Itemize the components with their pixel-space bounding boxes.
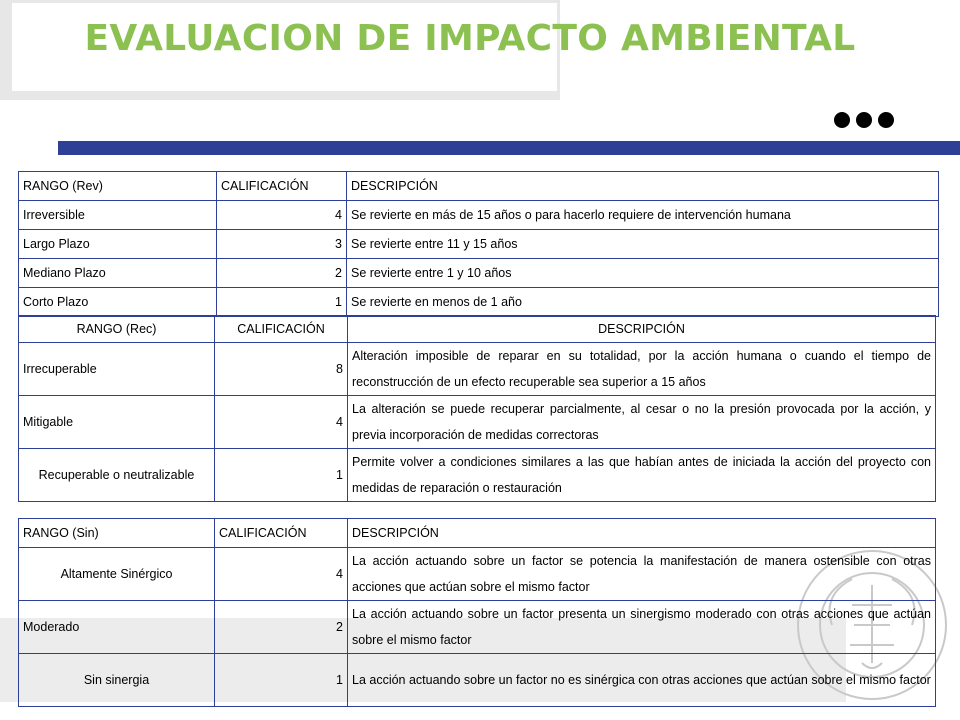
cell-rango: Altamente Sinérgico bbox=[19, 548, 215, 601]
table-row bbox=[19, 288, 939, 317]
cell-descripcion: La alteración se puede recuperar parcialmente, al cesar o no la presión provocada por la acción, y previa incorporación de medidas correctoras bbox=[348, 396, 936, 449]
table-row bbox=[19, 548, 936, 601]
header-cell: CALIFICACIÓN bbox=[217, 172, 347, 201]
cell-rango: Moderado bbox=[19, 601, 215, 654]
cell-calificacion: 2 bbox=[217, 259, 347, 288]
cell-calificacion: 1 bbox=[217, 288, 347, 317]
table-header-row bbox=[19, 172, 939, 201]
cell-rango: Corto Plazo bbox=[19, 288, 217, 317]
cell-calificacion: 1 bbox=[215, 449, 348, 502]
cell-descripcion: Permite volver a condiciones similares a las que habían antes de iniciada la acción del proyecto con medidas de reparación o restauración bbox=[348, 449, 936, 502]
header-cell: CALIFICACIÓN bbox=[215, 519, 348, 548]
cell-calificacion: 4 bbox=[215, 548, 348, 601]
cell-descripcion: Se revierte en más de 15 años o para hacerlo requiere de intervención humana bbox=[347, 201, 939, 230]
cell-calificacion: 3 bbox=[217, 230, 347, 259]
cell-descripcion: Se revierte entre 11 y 15 años bbox=[347, 230, 939, 259]
accent-bar bbox=[58, 141, 960, 155]
header-cell: DESCRIPCIÓN bbox=[347, 172, 939, 201]
cell-calificacion: 8 bbox=[215, 343, 348, 396]
cell-calificacion: 2 bbox=[215, 601, 348, 654]
header-cell: DESCRIPCIÓN bbox=[348, 519, 936, 548]
table-row bbox=[19, 449, 936, 502]
header-cell: RANGO (Sin) bbox=[19, 519, 215, 548]
table-row bbox=[19, 259, 939, 288]
cell-descripcion: La acción actuando sobre un factor no es sinérgica con otras acciones que actúan sobre el mismo factor bbox=[348, 654, 936, 707]
table-reversibilidad bbox=[18, 171, 939, 317]
cell-descripcion: Alteración imposible de reparar en su totalidad, por la acción humana o cuando el tiempo de reconstrucción de un efecto recuperable sea superior a 15 años bbox=[348, 343, 936, 396]
table-row bbox=[19, 230, 939, 259]
table-row bbox=[19, 654, 936, 707]
dot bbox=[834, 112, 850, 128]
page-title: EVALUACION DE IMPACTO AMBIENTAL bbox=[84, 18, 856, 59]
header-cell: CALIFICACIÓN bbox=[215, 316, 348, 343]
dot bbox=[878, 112, 894, 128]
table-row bbox=[19, 601, 936, 654]
table-row bbox=[19, 396, 936, 449]
table-sinergia bbox=[18, 518, 936, 707]
cell-calificacion: 4 bbox=[217, 201, 347, 230]
cell-descripcion: Se revierte entre 1 y 10 años bbox=[347, 259, 939, 288]
cell-rango: Sin sinergia bbox=[19, 654, 215, 707]
table-row bbox=[19, 343, 936, 396]
dot bbox=[856, 112, 872, 128]
cell-rango: Recuperable o neutralizable bbox=[19, 449, 215, 502]
cell-calificacion: 1 bbox=[215, 654, 348, 707]
cell-rango: Irreversible bbox=[19, 201, 217, 230]
cell-descripcion: La acción actuando sobre un factor presenta un sinergismo moderado con otras acciones que actúan sobre el mismo factor bbox=[348, 601, 936, 654]
cell-calificacion: 4 bbox=[215, 396, 348, 449]
table-header-row bbox=[19, 519, 936, 548]
header-cell: RANGO (Rec) bbox=[19, 316, 215, 343]
cell-rango: Mediano Plazo bbox=[19, 259, 217, 288]
cell-descripcion: La acción actuando sobre un factor se potencia la manifestación de manera ostensible con otras acciones que actúan sobre el mismo factor bbox=[348, 548, 936, 601]
cell-descripcion: Se revierte en menos de 1 año bbox=[347, 288, 939, 317]
cell-rango: Irrecuperable bbox=[19, 343, 215, 396]
table-row bbox=[19, 201, 939, 230]
table-recuperabilidad bbox=[18, 315, 936, 502]
ellipsis-icon bbox=[834, 112, 894, 128]
cell-rango: Largo Plazo bbox=[19, 230, 217, 259]
header-cell: RANGO (Rev) bbox=[19, 172, 217, 201]
header-cell: DESCRIPCIÓN bbox=[348, 316, 936, 343]
table-header-row bbox=[19, 316, 936, 343]
cell-rango: Mitigable bbox=[19, 396, 215, 449]
